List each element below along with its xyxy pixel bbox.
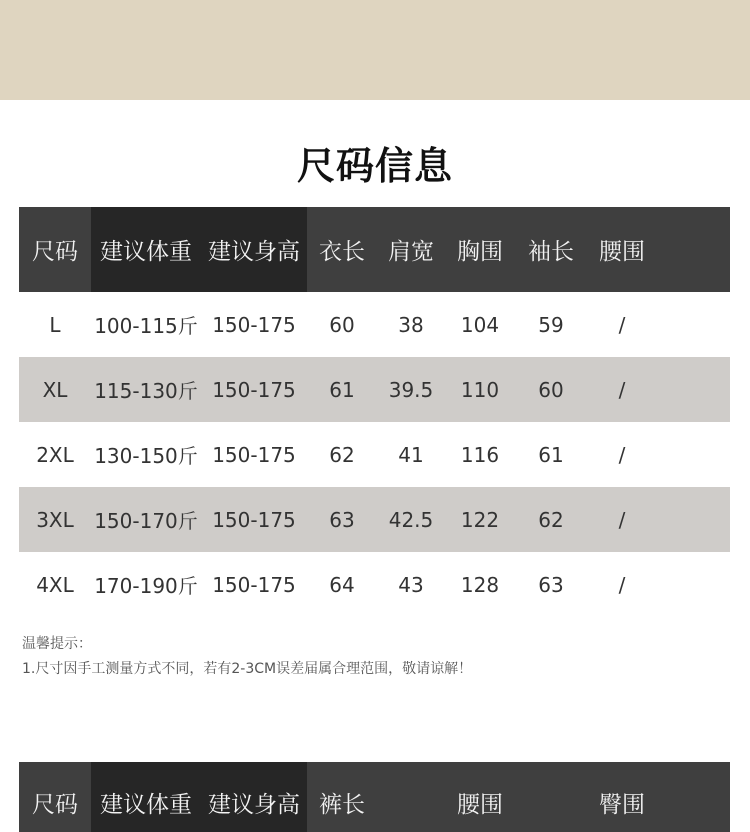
- header-chest: 胸围: [457, 239, 503, 265]
- cell-chest: 128: [460, 572, 500, 597]
- cell-shoulder: 39.5: [388, 377, 434, 402]
- cell-chest: 110: [460, 377, 500, 402]
- header-blank: [377, 762, 445, 832]
- table-header: [19, 762, 730, 832]
- header-height: 建议身高: [201, 762, 307, 832]
- cell-length: 63: [329, 507, 355, 532]
- cell-sleeve: 59: [538, 312, 564, 337]
- cell-weight: 115-130斤: [94, 379, 198, 403]
- cell-size: L: [49, 312, 61, 337]
- cell-sleeve: 60: [538, 377, 564, 402]
- cell-waist: /: [618, 377, 626, 402]
- cell-height: 150-175: [212, 312, 296, 337]
- header-weight: 建议体重: [91, 207, 201, 292]
- table-row: [19, 552, 730, 617]
- cell-shoulder: 41: [398, 442, 424, 467]
- cell-waist: /: [618, 312, 626, 337]
- page-title: 尺码信息: [296, 143, 453, 188]
- header-sleeve: 袖长: [528, 239, 574, 265]
- cell-shoulder: 38: [398, 312, 424, 337]
- cell-size: 3XL: [36, 507, 74, 532]
- cell-chest: 116: [460, 442, 500, 467]
- cell-waist: /: [618, 572, 626, 597]
- cell-length: 61: [329, 377, 355, 402]
- cell-size: 2XL: [36, 442, 74, 467]
- cell-weight: 130-150斤: [94, 444, 198, 468]
- header-waist: 腰围: [457, 792, 503, 818]
- cell-weight: 170-190斤: [94, 574, 198, 598]
- table-header: [19, 207, 730, 292]
- cell-size: 4XL: [36, 572, 74, 597]
- cell-height: 150-175: [212, 572, 296, 597]
- size-table-2: [19, 762, 730, 832]
- cell-length: 60: [329, 312, 355, 337]
- notes-heading: 温馨提示：: [22, 636, 92, 652]
- cell-height: 150-175: [212, 507, 296, 532]
- table-row: [19, 422, 730, 487]
- cell-shoulder: 42.5: [388, 507, 434, 532]
- cell-height: 150-175: [212, 377, 296, 402]
- size-notes: [22, 632, 472, 682]
- header-waist: 腰围: [599, 239, 645, 265]
- header-weight: 建议体重: [91, 762, 201, 832]
- cell-chest: 104: [460, 312, 500, 337]
- table-row: [19, 357, 730, 422]
- header-size: 尺码: [32, 792, 78, 818]
- header-hip: 臀围: [599, 792, 645, 818]
- header-size: 尺码: [32, 239, 78, 265]
- header-blank: [515, 762, 587, 832]
- cell-chest: 122: [460, 507, 500, 532]
- cell-length: 64: [329, 572, 355, 597]
- top-banner: [0, 0, 750, 100]
- cell-length: 62: [329, 442, 355, 467]
- cell-sleeve: 61: [538, 442, 564, 467]
- cell-waist: /: [618, 442, 626, 467]
- cell-size: XL: [42, 377, 68, 402]
- cell-height: 150-175: [212, 442, 296, 467]
- cell-sleeve: 63: [538, 572, 564, 597]
- cell-sleeve: 62: [538, 507, 564, 532]
- cell-weight: 100-115斤: [94, 314, 198, 338]
- notes-line: 1.尺寸因手工测量方式不同，若有2-3CM误差届属合理范围，敬请谅解！: [22, 661, 473, 677]
- header-height: 建议身高: [201, 207, 307, 292]
- header-shoulder: 肩宽: [388, 239, 434, 265]
- table-row: [19, 292, 730, 357]
- cell-shoulder: 43: [398, 572, 424, 597]
- header-pants-length: 裤长: [319, 792, 365, 818]
- cell-weight: 150-170斤: [94, 509, 198, 533]
- header-spacer: [657, 762, 730, 832]
- size-table: [19, 207, 730, 617]
- header-length: 衣长: [319, 239, 365, 265]
- header-spacer: [657, 207, 730, 292]
- cell-waist: /: [618, 507, 626, 532]
- table-row: [19, 487, 730, 552]
